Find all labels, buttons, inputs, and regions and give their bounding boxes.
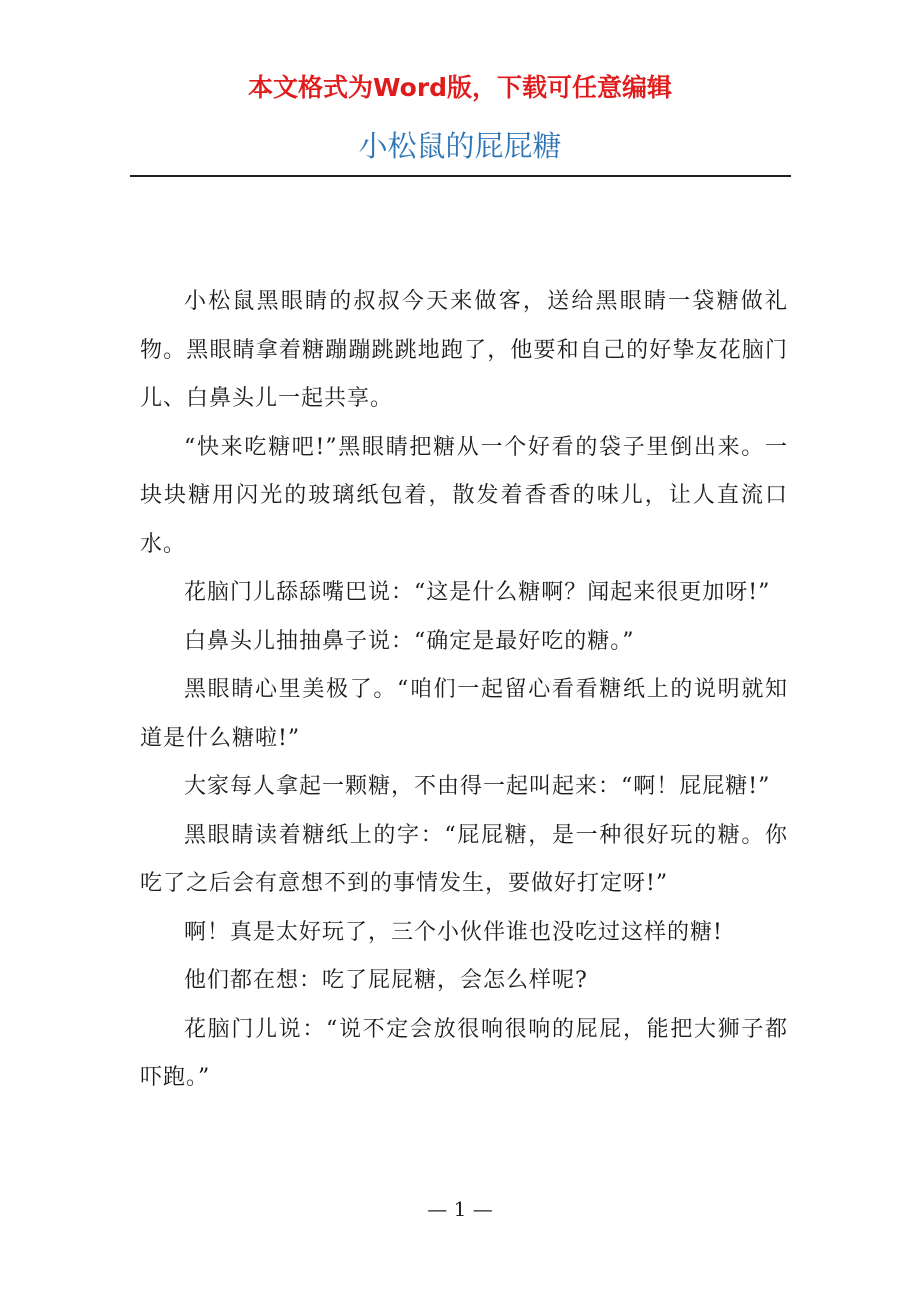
paragraph: 黑眼睛心里美极了。“咱们一起留心看看糖纸上的说明就知道是什么糖啦!” <box>140 677 788 751</box>
paragraph: 白鼻头儿抽抽鼻子说：“确定是最好吃的糖。” <box>184 628 635 654</box>
word-format-notice: 本文格式为Word版，下载可任意编辑 <box>247 73 673 102</box>
paragraph: 花脑门儿说：“说不定会放很响很响的屁屁，能把大狮子都吓跑。” <box>140 1016 788 1090</box>
paragraph: 黑眼睛读着糖纸上的字：“屁屁糖，是一种很好玩的糖。你吃了之后会有意想不到的事情发生，要做好打定呀!” <box>140 822 788 896</box>
paragraph: 啊！真是太好玩了，三个小伙伴谁也没吃过这样的糖! <box>184 919 723 945</box>
page-number: — 1 — <box>427 1197 493 1221</box>
document-title: 小松鼠的屁屁糖 <box>358 129 562 163</box>
paragraph: 他们都在想：吃了屁屁糖，会怎么样呢? <box>184 968 588 993</box>
paragraph: 花脑门儿舔舔嘴巴说：“这是什么糖啊？闻起来很更加呀!” <box>184 580 771 605</box>
paragraph: 小松鼠黑眼睛的叔叔今天来做客，送给黑眼睛一袋糖做礼物。黑眼睛拿着糖蹦蹦跳跳地跑了，他要和自己的好挚友花脑门儿、白鼻头儿一起共享。 <box>140 289 788 411</box>
document-body <box>140 278 788 1103</box>
title-underline-divider <box>130 175 791 177</box>
paragraph: 大家每人拿起一颗糖，不由得一起叫起来：“啊！屁屁糖!” <box>184 774 771 799</box>
paragraph: “快来吃糖吧!”黑眼睛把糖从一个好看的袋子里倒出来。一块块糖用闪光的玻璃纸包着，散发着香香的味儿，让人直流口水。 <box>140 434 788 557</box>
